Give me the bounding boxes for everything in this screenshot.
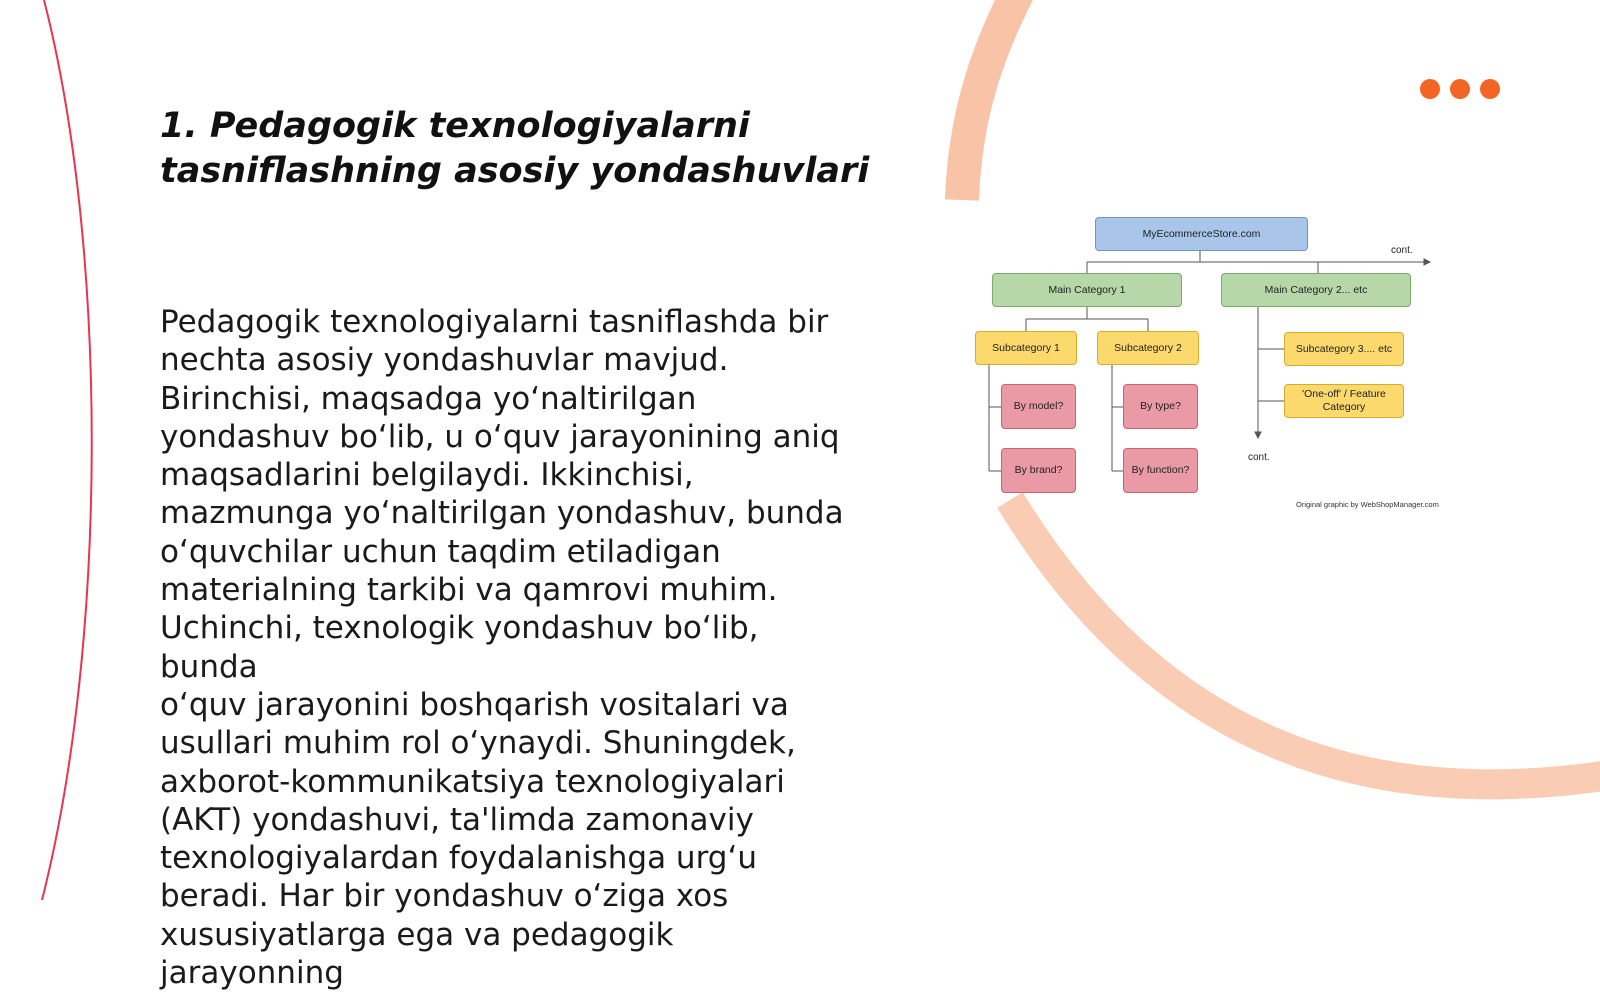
slide-title-line-2: tasniflashning asosiy yondashuvlari: [160, 151, 870, 191]
diagram-credit: Original graphic by WebShopManager.com: [1296, 500, 1439, 509]
by-function-node: By function?: [1123, 448, 1198, 493]
cont-label-bottom: cont.: [1248, 452, 1270, 463]
main-category-1-node: Main Category 1: [992, 273, 1182, 307]
by-type-node: By type?: [1123, 384, 1198, 429]
subcategory-3-node: Subcategory 3.... etc: [1284, 332, 1404, 366]
subcategory-1-node: Subcategory 1: [975, 331, 1077, 365]
feature-category-node: 'One-off' / Feature Category: [1284, 384, 1404, 418]
slide-body-text: Pedagogik texnologiyalarni tasniflashda bir nechta asosiy yondashuvlar mavjud. Birinchisi, maqsadga yo‘naltirilgan yondashuv bo‘lib, u o‘quv jarayonining aniq maqsadlarini belgilaydi. Ikkinchisi, mazmunga yo‘naltirilgan yondashuv, bunda o‘quvchilar uchun taqdim etiladigan materialning tarkibi va qamrovi muhim. Uchinchi, texnologik yondashuv bo‘lib, bunda o‘quv jarayonini boshqarish vositalari va usullari muhim rol o‘ynaydi. Shuningdek, axborot-kommunikatsiya texnologiyalari (AKT) yondashuvi, ta'limda zamonaviy texnologiyalardan foydalanishga urg‘u beradi. Har bir yondashuv o‘ziga xos xususiyatlarga ega va pedagogik jarayonning: [160, 304, 844, 992]
by-brand-node: By brand?: [1001, 448, 1076, 493]
main-category-2-node: Main Category 2... etc: [1221, 273, 1411, 307]
by-model-node: By model?: [1001, 384, 1076, 429]
root-node: MyEcommerceStore.com: [1095, 217, 1308, 251]
cont-label-top: cont.: [1391, 245, 1413, 256]
slide-title-line-1: 1. Pedagogik texnologiyalarni: [160, 106, 750, 146]
subcategory-2-node: Subcategory 2: [1097, 331, 1199, 365]
